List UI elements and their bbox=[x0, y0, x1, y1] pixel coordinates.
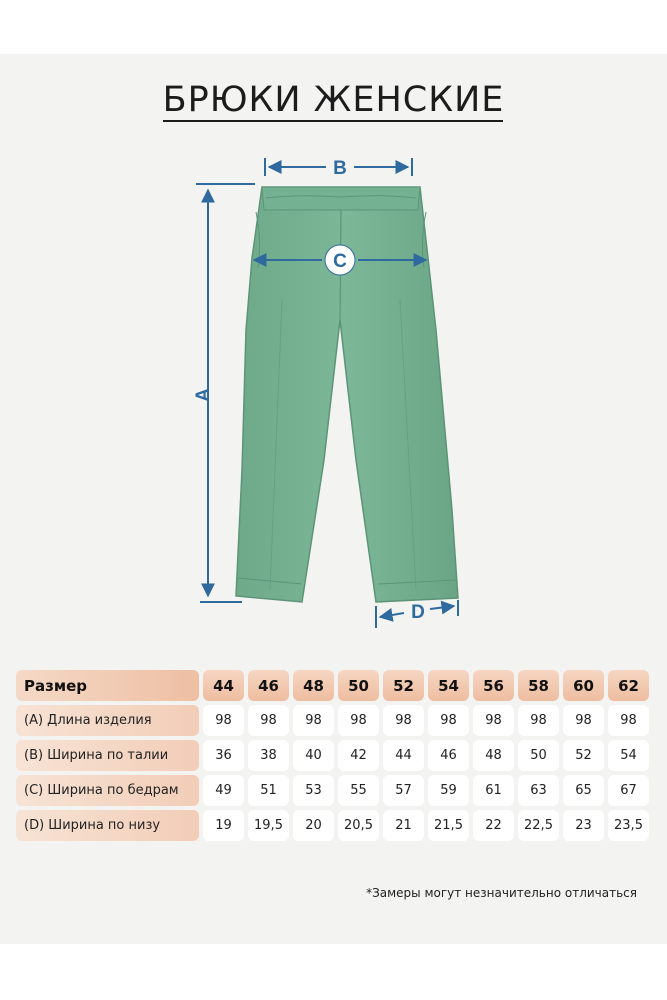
dimension-d-arrow-right bbox=[430, 606, 454, 609]
table-cell: 38 bbox=[248, 740, 289, 771]
size-header-cell: 52 bbox=[383, 670, 424, 701]
table-row bbox=[16, 810, 649, 841]
table-cell: 61 bbox=[473, 775, 514, 806]
table-cell: 98 bbox=[248, 705, 289, 736]
measurement-footnote: *Замеры могут незначительно отличаться bbox=[366, 886, 637, 900]
table-cell: 40 bbox=[293, 740, 334, 771]
table-cell: 52 bbox=[563, 740, 604, 771]
table-cell: 57 bbox=[383, 775, 424, 806]
table-cell: 48 bbox=[473, 740, 514, 771]
page-title: БРЮКИ ЖЕНСКИЕ bbox=[162, 80, 505, 120]
table-cell: 67 bbox=[608, 775, 649, 806]
table-row bbox=[16, 705, 649, 736]
table-cell: 19 bbox=[203, 810, 244, 841]
table-cell: 65 bbox=[563, 775, 604, 806]
table-cell: 51 bbox=[248, 775, 289, 806]
table-cell: 20 bbox=[293, 810, 334, 841]
table-cell: 22 bbox=[473, 810, 514, 841]
table-cell: 59 bbox=[428, 775, 469, 806]
size-chart-table bbox=[12, 666, 653, 845]
size-header-cell: 44 bbox=[203, 670, 244, 701]
row-label-hips: (C) Ширина по бедрам bbox=[16, 775, 199, 806]
dimension-d-arrow-left bbox=[380, 613, 404, 617]
dimension-d-letter: D bbox=[411, 602, 425, 623]
table-cell: 19,5 bbox=[248, 810, 289, 841]
table-cell: 55 bbox=[338, 775, 379, 806]
table-cell: 21 bbox=[383, 810, 424, 841]
table-cell: 36 bbox=[203, 740, 244, 771]
table-cell: 53 bbox=[293, 775, 334, 806]
size-header-cell: 54 bbox=[428, 670, 469, 701]
size-header-row bbox=[16, 670, 649, 701]
table-cell: 20,5 bbox=[338, 810, 379, 841]
table-row bbox=[16, 740, 649, 771]
table-cell: 98 bbox=[563, 705, 604, 736]
table-cell: 23 bbox=[563, 810, 604, 841]
size-header-cell: 56 bbox=[473, 670, 514, 701]
table-cell: 23,5 bbox=[608, 810, 649, 841]
table-cell: 49 bbox=[203, 775, 244, 806]
row-label-hem: (D) Ширина по низу bbox=[16, 810, 199, 841]
table-cell: 98 bbox=[428, 705, 469, 736]
table-cell: 98 bbox=[608, 705, 649, 736]
table-cell: 44 bbox=[383, 740, 424, 771]
table-cell: 98 bbox=[518, 705, 559, 736]
row-label-length: (A) Длина изделия bbox=[16, 705, 199, 736]
size-header-cell: 48 bbox=[293, 670, 334, 701]
size-label-header: Размер bbox=[16, 670, 199, 701]
dimension-a-letter: A bbox=[193, 388, 214, 402]
size-header-cell: 62 bbox=[608, 670, 649, 701]
dimension-c-letter: C bbox=[333, 251, 347, 272]
size-header-cell: 58 bbox=[518, 670, 559, 701]
table-cell: 98 bbox=[293, 705, 334, 736]
row-label-waist: (B) Ширина по талии bbox=[16, 740, 199, 771]
size-header-cell: 60 bbox=[563, 670, 604, 701]
table-cell: 54 bbox=[608, 740, 649, 771]
table-cell: 22,5 bbox=[518, 810, 559, 841]
table-cell: 98 bbox=[473, 705, 514, 736]
table-cell: 50 bbox=[518, 740, 559, 771]
table-cell: 46 bbox=[428, 740, 469, 771]
table-row bbox=[16, 775, 649, 806]
table-cell: 42 bbox=[338, 740, 379, 771]
table-cell: 98 bbox=[338, 705, 379, 736]
size-header-cell: 50 bbox=[338, 670, 379, 701]
table-cell: 98 bbox=[203, 705, 244, 736]
dimension-b-letter: B bbox=[333, 158, 347, 179]
table-cell: 63 bbox=[518, 775, 559, 806]
table-cell: 98 bbox=[383, 705, 424, 736]
size-header-cell: 46 bbox=[248, 670, 289, 701]
table-cell: 21,5 bbox=[428, 810, 469, 841]
